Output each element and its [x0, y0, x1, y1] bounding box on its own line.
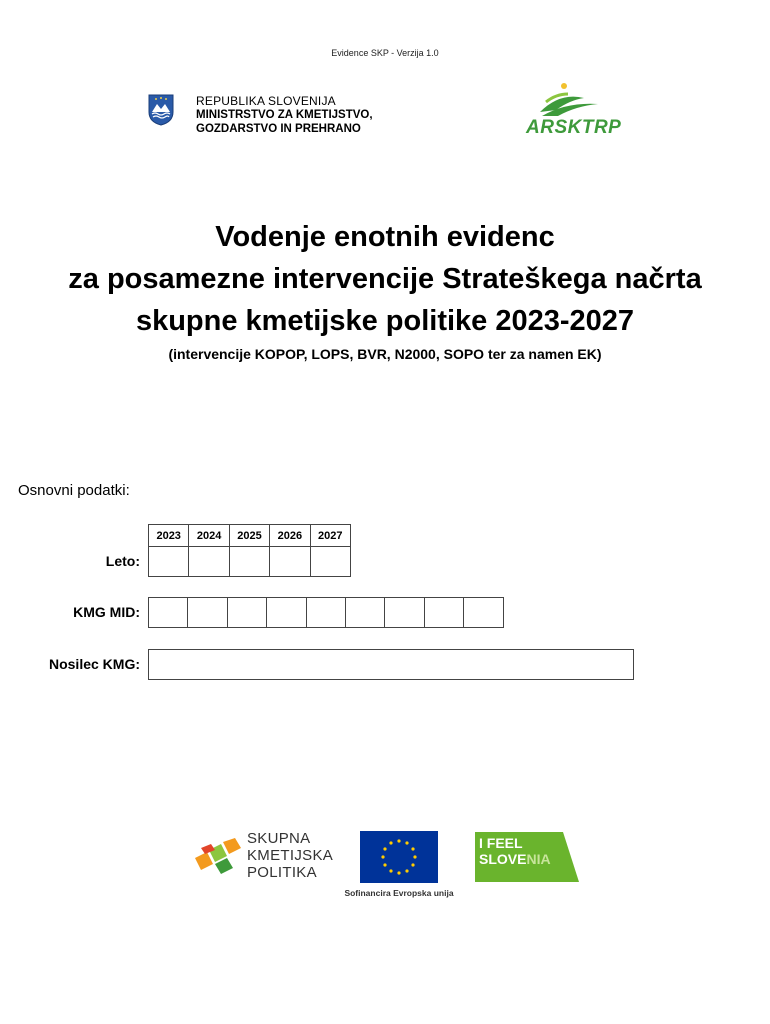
leto-label: Leto:	[105, 553, 140, 569]
year-cell-2025[interactable]	[229, 547, 269, 577]
kmg-mid-digit-box[interactable]	[345, 597, 385, 628]
i-feel-slovenia-text	[479, 835, 551, 867]
ifeel-line-1: I FEEL	[479, 835, 523, 851]
skp-logo	[193, 830, 333, 881]
document-subtitle: (intervencije KOPOP, LOPS, BVR, N2000, SOPO ter za namen EK)	[168, 346, 602, 362]
document-version: Evidence SKP - Verzija 1.0	[331, 48, 439, 58]
slovenia-coat-of-arms-icon	[148, 94, 174, 126]
year-header-2023: 2023	[149, 525, 189, 547]
ifeel-line-2a: SLOVE	[479, 851, 527, 867]
kmg-mid-digit-box[interactable]	[424, 597, 464, 628]
kmg-mid-digit-box[interactable]	[266, 597, 306, 628]
skp-line-2: KMETIJSKA	[247, 847, 334, 864]
year-header-2027: 2027	[310, 525, 350, 547]
gov-line-ministry: MINISTRSTVO ZA KMETIJSTVO,	[196, 109, 373, 121]
year-cell-2023[interactable]	[149, 547, 189, 577]
skp-logo-text	[247, 830, 333, 881]
skp-line-1: SKUPNA	[247, 830, 311, 847]
kmg-mid-field	[148, 597, 503, 628]
kmg-mid-label: KMG MID:	[73, 604, 140, 620]
nosilec-kmg-label: Nosilec KMG:	[48, 656, 140, 672]
title-line-3: skupne kmetijske politike 2023-2027	[135, 305, 635, 337]
gov-line-ministry-cont: GOZDARSTVO IN PREHRANO	[196, 123, 361, 135]
title-line-2: za posamezne intervencije Strateškega načrta	[68, 263, 702, 295]
document-title-block	[0, 216, 770, 362]
year-header-2025: 2025	[229, 525, 269, 547]
kmg-mid-digit-box[interactable]	[384, 597, 424, 628]
skp-field-icon	[193, 838, 243, 874]
kmg-mid-digit-box[interactable]	[463, 597, 503, 628]
nosilec-kmg-field[interactable]	[148, 649, 634, 680]
year-table	[148, 524, 351, 577]
section-label-basic-data: Osnovni podatki:	[18, 482, 130, 499]
government-name	[196, 94, 373, 136]
title-line-1: Vodenje enotnih evidenc	[215, 221, 555, 253]
year-header-2024: 2024	[189, 525, 229, 547]
eu-flag-icon	[360, 831, 438, 883]
kmg-mid-digit-box[interactable]	[227, 597, 267, 628]
ifeel-line-2b: NIA	[526, 851, 551, 867]
ifeel-line-2	[479, 851, 551, 867]
year-cell-2024[interactable]	[189, 547, 229, 577]
kmg-mid-digit-box[interactable]	[306, 597, 346, 628]
skp-line-3: POLITIKA	[247, 864, 317, 881]
year-cell-2027[interactable]	[310, 547, 350, 577]
eu-cofunding-caption: Sofinancira Evropska unija	[344, 888, 454, 898]
gov-line-republic: REPUBLIKA SLOVENIJA	[196, 94, 336, 108]
year-header-2026: 2026	[270, 525, 310, 547]
kmg-mid-digit-box[interactable]	[148, 597, 188, 628]
government-logo	[148, 94, 373, 136]
arsktrp-logo-text: ARSKTRP	[526, 117, 622, 138]
kmg-mid-digit-box[interactable]	[187, 597, 227, 628]
year-cell-2026[interactable]	[270, 547, 310, 577]
